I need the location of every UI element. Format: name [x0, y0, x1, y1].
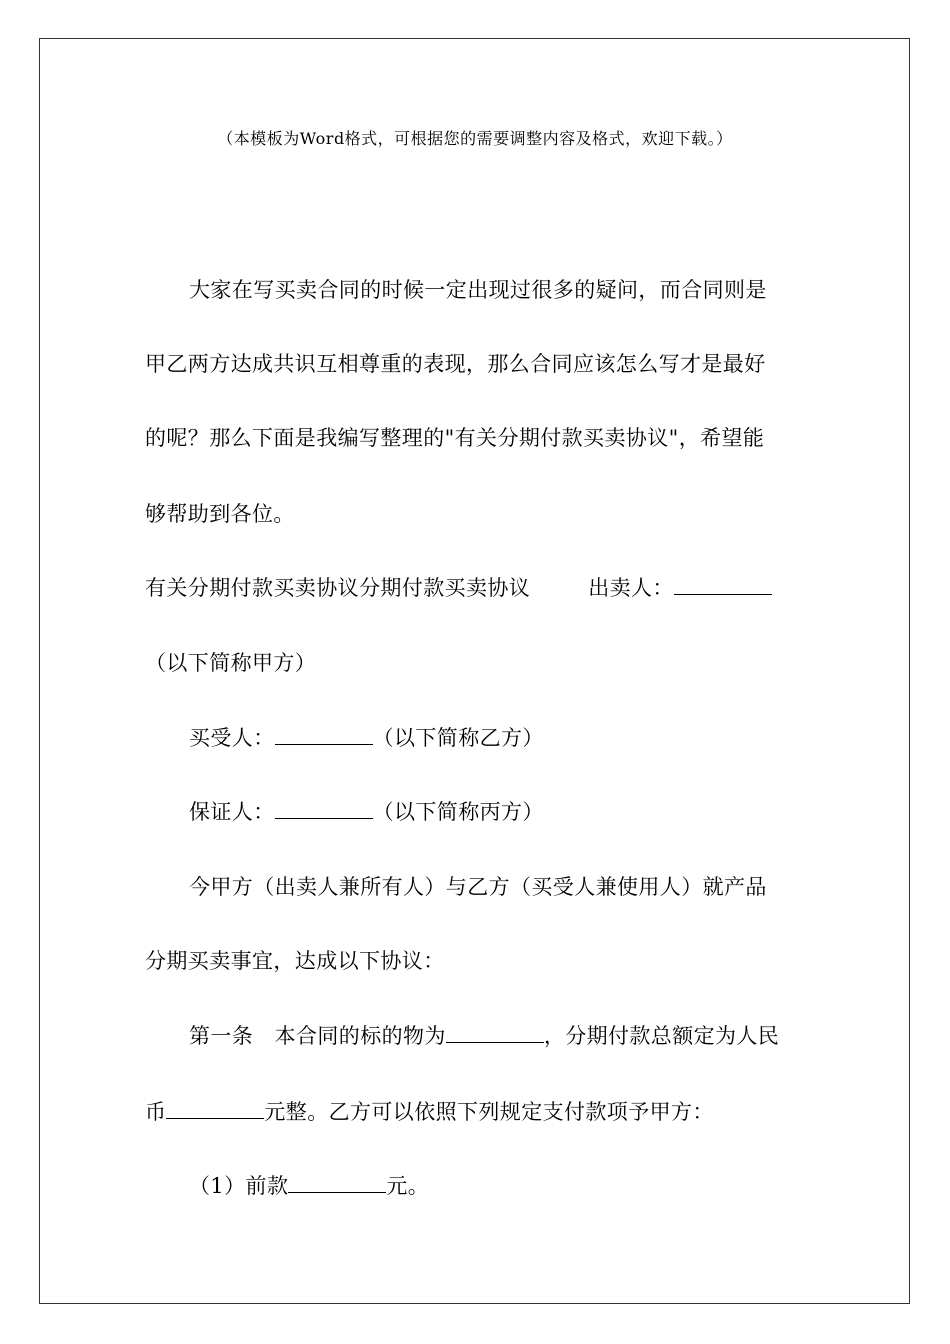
article-1-line-2 — [145, 1096, 714, 1126]
agreement-intro-line-2: 分期买卖事宜，达成以下协议： — [145, 949, 445, 973]
intro-line-1: 大家在写买卖合同的时候一定出现过很多的疑问，而合同则是 — [189, 278, 767, 302]
item-1-text-b: 元。 — [386, 1174, 430, 1198]
article-1-text-b: ，分期付款总额定为人民 — [543, 1024, 780, 1048]
template-note: （本模板为Word格式，可根据您的需要调整内容及格式，欢迎下载。） — [217, 129, 733, 148]
article-1-text-a: 第一条 本合同的标的物为 — [189, 1024, 446, 1048]
item-1-line — [189, 1170, 429, 1200]
down-payment-blank — [288, 1178, 386, 1193]
guarantor-line — [189, 796, 544, 826]
article-1-line-1 — [189, 1020, 779, 1050]
agreement-intro-line-1: 今甲方（出卖人兼所有人）与乙方（买受人兼使用人）就产品 — [189, 875, 767, 899]
contract-title: 有关分期付款买卖协议分期付款买卖协议 — [145, 576, 531, 600]
total-amount-blank — [166, 1104, 264, 1119]
article-1-text-d: 元整。乙方可以依照下列规定支付款项予甲方： — [264, 1100, 714, 1124]
seller-blank — [674, 580, 772, 595]
intro-line-3: 的呢？那么下面是我编写整理的"有关分期付款买卖协议"，希望能 — [145, 426, 765, 450]
title-seller-line — [145, 572, 772, 602]
intro-line-4: 够帮助到各位。 — [145, 502, 295, 526]
buyer-suffix: （以下简称乙方） — [372, 726, 544, 750]
guarantor-label: 保证人： — [189, 800, 275, 824]
seller-label: 出卖人： — [588, 576, 674, 600]
subject-blank — [446, 1028, 544, 1043]
buyer-line — [189, 722, 544, 752]
seller-suffix: （以下简称甲方） — [145, 651, 317, 675]
buyer-blank — [275, 730, 373, 745]
item-1-text-a: （1）前款 — [189, 1174, 289, 1198]
buyer-label: 买受人： — [189, 726, 275, 750]
guarantor-suffix: （以下简称丙方） — [372, 800, 544, 824]
guarantor-blank — [275, 804, 373, 819]
intro-line-2: 甲乙两方达成共识互相尊重的表现，那么合同应该怎么写才是最好 — [145, 352, 766, 376]
article-1-text-c: 币 — [145, 1100, 167, 1124]
